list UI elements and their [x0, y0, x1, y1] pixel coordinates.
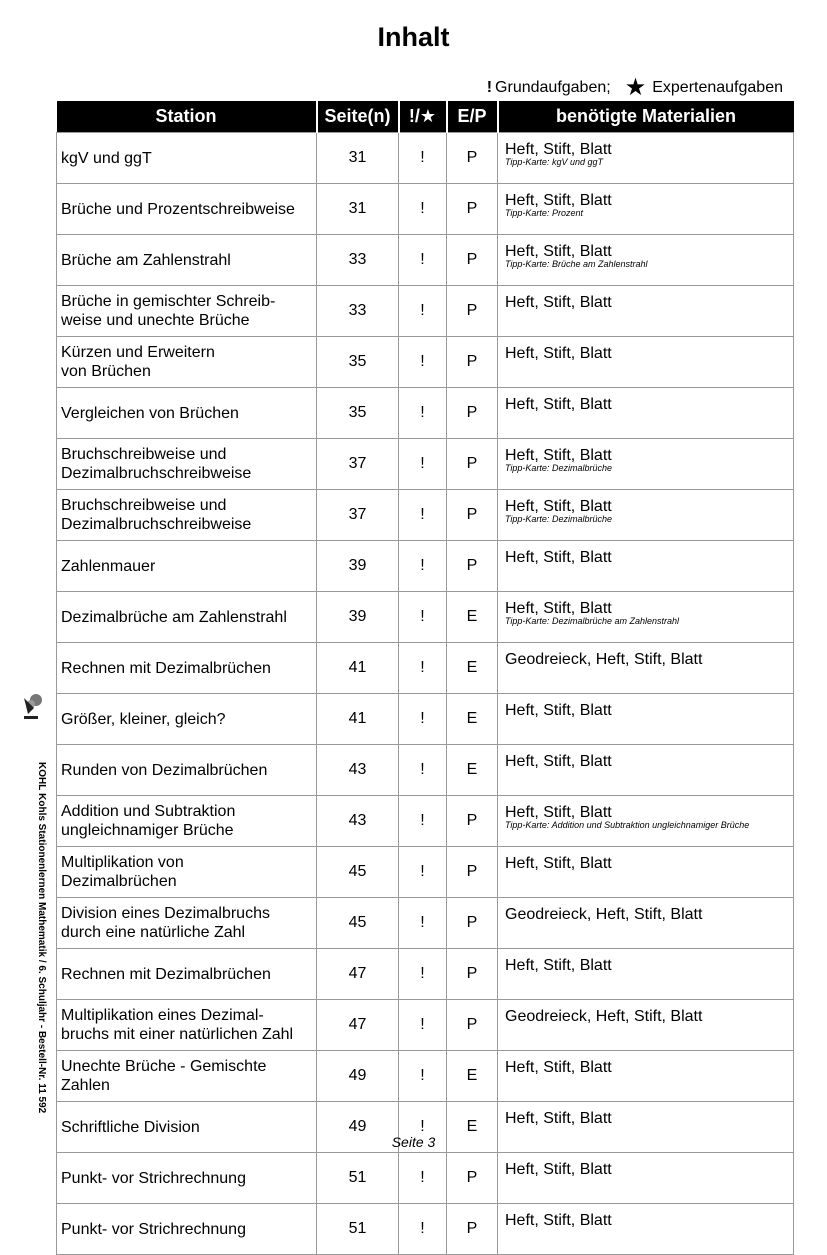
- header-station: Station: [57, 101, 317, 133]
- ep-cell: E: [447, 643, 498, 694]
- level-cell: !: [399, 847, 447, 898]
- table-row: [57, 592, 794, 643]
- legend-basic-symbol: !: [486, 79, 493, 96]
- table-row: [57, 1051, 794, 1102]
- materials-text: Heft, Stift, Blatt: [505, 702, 612, 719]
- level-cell: !: [399, 592, 447, 643]
- materials-text: Heft, Stift, Blatt: [505, 753, 612, 770]
- page-cell: 31: [317, 184, 399, 235]
- station-cell: Multiplikation eines Dezimal- bruchs mit einer natürlichen Zahl: [57, 1000, 317, 1051]
- materials-text: Heft, Stift, Blatt: [505, 396, 612, 413]
- ep-cell: P: [447, 949, 498, 1000]
- level-cell: !: [399, 1102, 447, 1153]
- materials-text: Heft, Stift, Blatt: [505, 855, 612, 872]
- materials-text: Heft, Stift, Blatt: [505, 600, 612, 617]
- station-cell: Dezimalbrüche am Zahlenstrahl: [57, 592, 317, 643]
- ep-cell: E: [447, 745, 498, 796]
- table-row: [57, 1204, 794, 1255]
- page-cell: 51: [317, 1204, 399, 1255]
- header-materials: benötigte Materialien: [498, 101, 794, 133]
- materials-text: Heft, Stift, Blatt: [505, 1110, 612, 1127]
- tipp-card-note: Tipp-Karte: Prozent: [505, 208, 583, 218]
- tipp-card-note: Tipp-Karte: Addition und Subtraktion ungleichnamiger Brüche: [505, 820, 750, 830]
- table-row: [57, 1153, 794, 1204]
- page-cell: 37: [317, 439, 399, 490]
- materials-cell: [498, 745, 794, 796]
- page-cell: 43: [317, 745, 399, 796]
- materials-cell: [498, 439, 794, 490]
- page-cell: 49: [317, 1051, 399, 1102]
- star-icon: ★: [624, 74, 647, 101]
- page-cell: 43: [317, 796, 399, 847]
- materials-text: Heft, Stift, Blatt: [505, 1212, 612, 1229]
- materials-cell: [498, 643, 794, 694]
- tipp-card-note: Tipp-Karte: Brüche am Zahlenstrahl: [505, 259, 648, 269]
- level-cell: !: [399, 745, 447, 796]
- ep-cell: E: [447, 694, 498, 745]
- table-row: [57, 235, 794, 286]
- star-icon: ★: [419, 106, 437, 126]
- page-cell: 41: [317, 643, 399, 694]
- materials-cell: [498, 541, 794, 592]
- ep-cell: P: [447, 235, 498, 286]
- legend-expert-label: Expertenaufgaben: [652, 79, 783, 96]
- table-row: [57, 745, 794, 796]
- ep-cell: P: [447, 796, 498, 847]
- materials-text: Heft, Stift, Blatt: [505, 804, 612, 821]
- station-cell: Punkt- vor Strichrechnung: [57, 1153, 317, 1204]
- station-cell: Rechnen mit Dezimalbrüchen: [57, 949, 317, 1000]
- ep-cell: P: [447, 133, 498, 184]
- ep-cell: E: [447, 1102, 498, 1153]
- table-row: [57, 898, 794, 949]
- level-cell: !: [399, 1000, 447, 1051]
- station-cell: Brüche am Zahlenstrahl: [57, 235, 317, 286]
- level-cell: !: [399, 898, 447, 949]
- materials-text: Heft, Stift, Blatt: [505, 243, 612, 260]
- ep-cell: P: [447, 847, 498, 898]
- materials-cell: [498, 796, 794, 847]
- materials-text: Heft, Stift, Blatt: [505, 294, 612, 311]
- level-cell: !: [399, 388, 447, 439]
- table-row: [57, 541, 794, 592]
- page-cell: 35: [317, 337, 399, 388]
- materials-cell: [498, 1051, 794, 1102]
- ep-cell: P: [447, 490, 498, 541]
- materials-cell: [498, 592, 794, 643]
- ep-cell: P: [447, 337, 498, 388]
- table-row: [57, 388, 794, 439]
- table-row: [57, 286, 794, 337]
- tipp-card-note: Tipp-Karte: Dezimalbrüche: [505, 463, 612, 473]
- page-cell: 51: [317, 1153, 399, 1204]
- level-cell: !: [399, 949, 447, 1000]
- table-row: [57, 133, 794, 184]
- header-pages: Seite(n): [317, 101, 399, 133]
- station-cell: Kürzen und Erweitern von Brüchen: [57, 337, 317, 388]
- contents-table: [56, 101, 794, 1255]
- station-cell: Division eines Dezimalbruchs durch eine natürliche Zahl: [57, 898, 317, 949]
- materials-cell: [498, 337, 794, 388]
- table-row: [57, 847, 794, 898]
- materials-text: Heft, Stift, Blatt: [505, 1059, 612, 1076]
- page-cell: 41: [317, 694, 399, 745]
- materials-text: Heft, Stift, Blatt: [505, 192, 612, 209]
- ep-cell: E: [447, 1051, 498, 1102]
- level-cell: !: [399, 184, 447, 235]
- ep-cell: P: [447, 1204, 498, 1255]
- materials-text: Geodreieck, Heft, Stift, Blatt: [505, 906, 703, 923]
- page-title: Inhalt: [377, 22, 450, 52]
- side-imprint: [18, 690, 47, 1114]
- level-cell: !: [399, 235, 447, 286]
- materials-text: Heft, Stift, Blatt: [505, 447, 612, 464]
- page-cell: 39: [317, 592, 399, 643]
- ep-cell: P: [447, 184, 498, 235]
- level-cell: !: [399, 796, 447, 847]
- level-cell: !: [399, 1204, 447, 1255]
- ep-cell: P: [447, 286, 498, 337]
- materials-cell: [498, 235, 794, 286]
- page-cell: 47: [317, 1000, 399, 1051]
- level-cell: !: [399, 490, 447, 541]
- materials-cell: [498, 286, 794, 337]
- materials-text: Heft, Stift, Blatt: [505, 1161, 612, 1178]
- table-row: [57, 949, 794, 1000]
- station-cell: Vergleichen von Brüchen: [57, 388, 317, 439]
- page-cell: 37: [317, 490, 399, 541]
- ep-cell: P: [447, 388, 498, 439]
- station-cell: Bruchschreibweise und Dezimalbruchschreibweise: [57, 439, 317, 490]
- materials-text: Heft, Stift, Blatt: [505, 957, 612, 974]
- level-cell: !: [399, 439, 447, 490]
- station-cell: Brüche und Prozentschreibweise: [57, 184, 317, 235]
- materials-cell: [498, 1153, 794, 1204]
- header-ep: E/P: [447, 101, 498, 133]
- station-cell: Bruchschreibweise und Dezimalbruchschreibweise: [57, 490, 317, 541]
- page-cell: 31: [317, 133, 399, 184]
- table-row: [57, 694, 794, 745]
- materials-cell: [498, 490, 794, 541]
- ep-cell: P: [447, 439, 498, 490]
- station-cell: Brüche in gemischter Schreib- weise und unechte Brüche: [57, 286, 317, 337]
- table-header-row: [57, 101, 794, 133]
- side-imprint-text: Kohls Stationenlernen Mathematik / 6. Schuljahr - Bestell-Nr. 11 592: [36, 793, 47, 1114]
- level-cell: !: [399, 286, 447, 337]
- ep-cell: P: [447, 1000, 498, 1051]
- ep-cell: P: [447, 898, 498, 949]
- materials-text: Heft, Stift, Blatt: [505, 345, 612, 362]
- side-logo-text: KOHL: [36, 762, 47, 791]
- page-number: Seite 3: [391, 1134, 436, 1150]
- materials-cell: [498, 694, 794, 745]
- level-cell: !: [399, 337, 447, 388]
- table-row: [57, 337, 794, 388]
- page-cell: 47: [317, 949, 399, 1000]
- materials-cell: [498, 847, 794, 898]
- table-row: [57, 490, 794, 541]
- materials-cell: [498, 1000, 794, 1051]
- level-cell: !: [399, 133, 447, 184]
- level-cell: !: [399, 541, 447, 592]
- station-cell: Runden von Dezimalbrüchen: [57, 745, 317, 796]
- station-cell: Multiplikation von Dezimalbrüchen: [57, 847, 317, 898]
- station-cell: Größer, kleiner, gleich?: [57, 694, 317, 745]
- page-cell: 45: [317, 898, 399, 949]
- header-level: !/★: [399, 101, 447, 133]
- page-cell: 49: [317, 1102, 399, 1153]
- materials-text: Heft, Stift, Blatt: [505, 498, 612, 515]
- table-row: [57, 643, 794, 694]
- kohl-logo-icon: [20, 690, 44, 760]
- station-cell: Rechnen mit Dezimalbrüchen: [57, 643, 317, 694]
- legend-basic-label: Grundaufgaben;: [495, 79, 611, 96]
- page-cell: 35: [317, 388, 399, 439]
- side-text: [36, 762, 47, 1113]
- station-cell: Addition und Subtraktion ungleichnamiger Brüche: [57, 796, 317, 847]
- ep-cell: P: [447, 1153, 498, 1204]
- materials-text: Geodreieck, Heft, Stift, Blatt: [505, 651, 703, 668]
- materials-text: Heft, Stift, Blatt: [505, 141, 612, 158]
- table-row: [57, 184, 794, 235]
- materials-cell: [498, 1204, 794, 1255]
- materials-cell: [498, 388, 794, 439]
- page-cell: 39: [317, 541, 399, 592]
- materials-cell: [498, 133, 794, 184]
- materials-cell: [498, 949, 794, 1000]
- table-row: [57, 796, 794, 847]
- materials-cell: [498, 184, 794, 235]
- ep-cell: E: [447, 592, 498, 643]
- materials-text: Geodreieck, Heft, Stift, Blatt: [505, 1008, 703, 1025]
- station-cell: Punkt- vor Strichrechnung: [57, 1204, 317, 1255]
- level-cell: !: [399, 643, 447, 694]
- station-cell: Unechte Brüche - Gemischte Zahlen: [57, 1051, 317, 1102]
- ep-cell: P: [447, 541, 498, 592]
- page-cell: 33: [317, 235, 399, 286]
- level-cell: !: [399, 1153, 447, 1204]
- level-cell: !: [399, 694, 447, 745]
- station-cell: Zahlenmauer: [57, 541, 317, 592]
- level-cell: !: [399, 1051, 447, 1102]
- tipp-card-note: Tipp-Karte: kgV und ggT: [505, 157, 603, 167]
- station-cell: Schriftliche Division: [57, 1102, 317, 1153]
- page-cell: 33: [317, 286, 399, 337]
- tipp-card-note: Tipp-Karte: Dezimalbrüche: [505, 514, 612, 524]
- page-cell: 45: [317, 847, 399, 898]
- tipp-card-note: Tipp-Karte: Dezimalbrüche am Zahlenstrahl: [505, 616, 679, 626]
- table-row: [57, 1000, 794, 1051]
- materials-cell: [498, 898, 794, 949]
- station-cell: kgV und ggT: [57, 133, 317, 184]
- table-row: [57, 439, 794, 490]
- materials-text: Heft, Stift, Blatt: [505, 549, 612, 566]
- legend: [487, 76, 783, 100]
